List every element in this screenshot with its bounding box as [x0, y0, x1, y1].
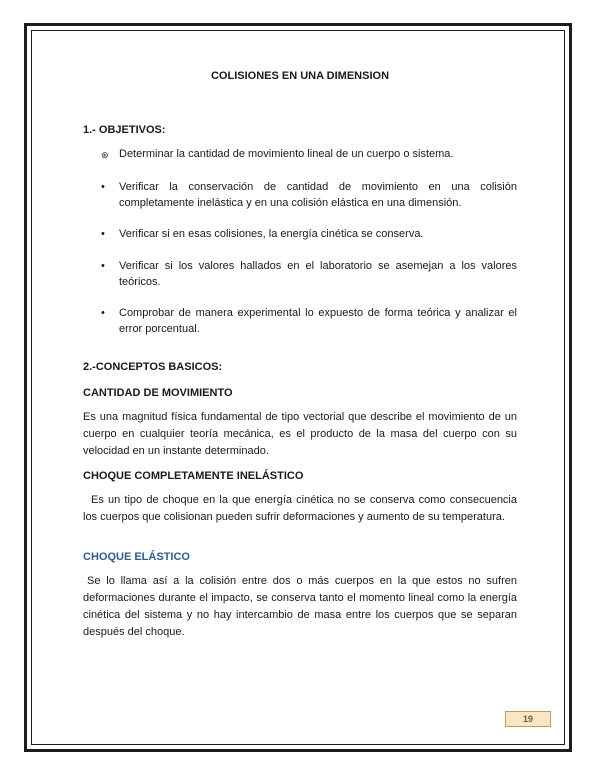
- list-item: Verificar si los valores hallados en el laboratorio se asemejan a los valores teóricos.: [119, 260, 517, 288]
- cantidad-heading: CANTIDAD DE MOVIMIENTO: [83, 387, 233, 399]
- conceptos-heading: 2.-CONCEPTOS BASICOS:: [83, 361, 223, 373]
- list-item: Comprobar de manera experimental lo expuesto de forma teórica y analizar el error porcentual.: [119, 307, 517, 335]
- bullet-icon: •: [101, 260, 105, 272]
- inelastico-text: Es un tipo de choque en la que energía cinética no se conserva como consecuencia los cuerpos que colisionan pueden sufrir deformaciones y aumento de su temperatura.: [83, 494, 517, 523]
- cantidad-text: Es una magnitud física fundamental de tipo vectorial que describe el movimiento de un cuerpo en cualquier teoría mecánica, es el producto de la masa del cuerpo con su velocidad en un instante determinado.: [83, 411, 517, 457]
- document-title: COLISIONES EN UNA DIMENSION: [210, 70, 390, 82]
- bullet-icon: •: [101, 228, 105, 240]
- bullet-icon: •: [101, 307, 105, 319]
- bullet-icon: ⊛: [101, 150, 109, 160]
- bullet-icon: •: [101, 181, 105, 193]
- objetivos-heading: 1.- OBJETIVOS:: [83, 124, 166, 136]
- elastico-heading: CHOQUE ELÁSTICO: [83, 551, 190, 563]
- page-number-badge: 19: [505, 711, 551, 727]
- inelastico-heading: CHOQUE COMPLETAMENTE INELÁSTICO: [83, 470, 304, 482]
- list-item: Verificar la conservación de cantidad de movimiento en una colisión completamente inelástica y en una colisión elástica en una dimensión.: [119, 181, 517, 209]
- elastico-text: Se lo llama así a la colisión entre dos o más cuerpos en la que estos no sufren deformaciones durante el impacto, se conserva tanto el momento lineal como la energía cinética del sistema y no hay intercambio de masa entre los cuerpos que se separan después del choque.: [83, 575, 517, 638]
- list-item: Verificar si en esas colisiones, la energía cinética se conserva.: [119, 228, 424, 240]
- list-item: Determinar la cantidad de movimiento lineal de un cuerpo o sistema.: [119, 148, 454, 160]
